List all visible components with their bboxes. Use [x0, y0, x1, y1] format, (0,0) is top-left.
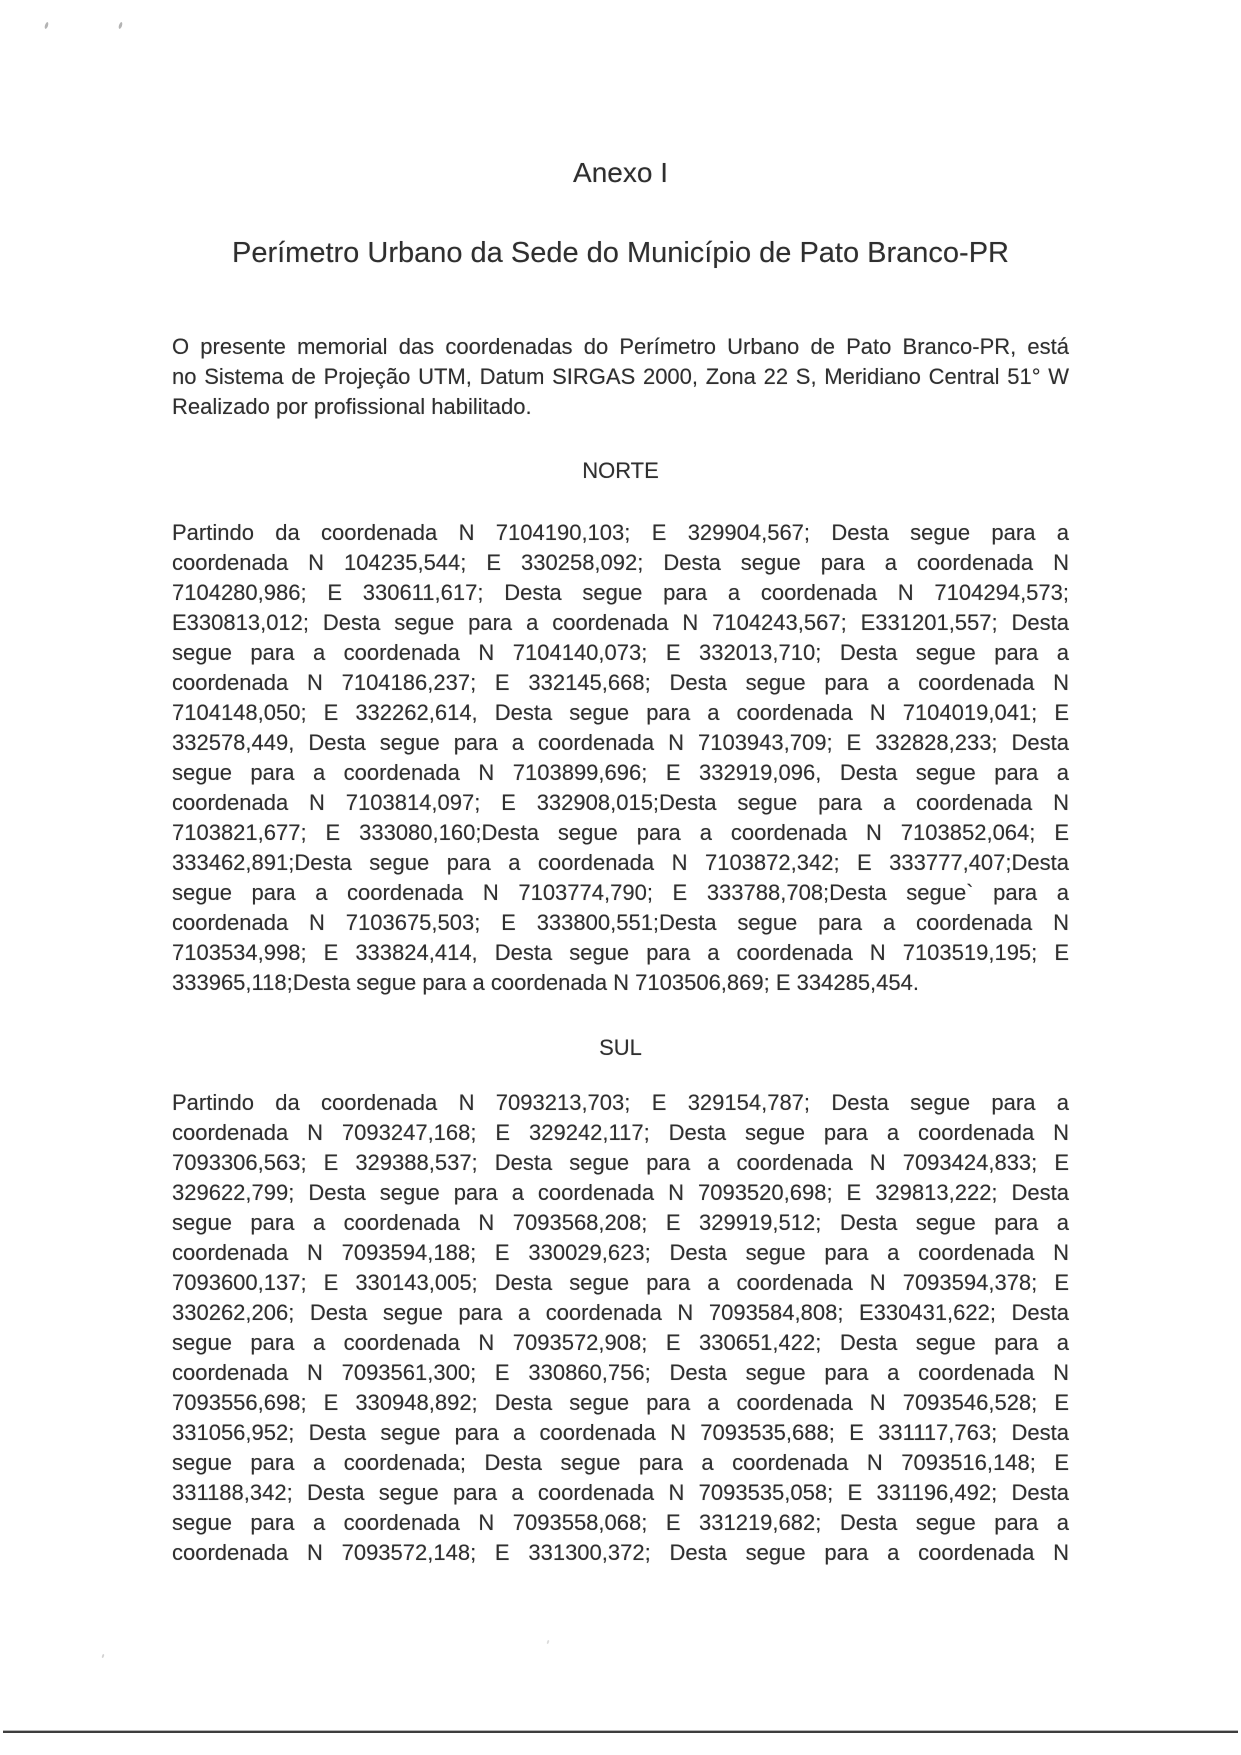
paragraph-line: coordenada N 7093561,300; E 330860,756; Desta segue para a coordenada N: [172, 1360, 1069, 1385]
paragraph-line: 7093600,137; E 330143,005; Desta segue para a coordenada N 7093594,378; E: [172, 1270, 1069, 1295]
paragraph-line: no Sistema de Projeção UTM, Datum SIRGAS 2000, Zona 22 S, Meridiano Central 51° W: [172, 364, 1069, 389]
paragraph-line: segue para a coordenada N 7093572,908; E 330651,422; Desta segue para a: [172, 1330, 1069, 1355]
paragraph-line: coordenada N 7103675,503; E 333800,551;Desta segue para a coordenada N: [172, 910, 1069, 935]
paragraph-line: segue para a coordenada N 7104140,073; E 332013,710; Desta segue para a: [172, 640, 1069, 665]
scan-speck: [546, 1640, 549, 1644]
scan-speck: [118, 22, 123, 30]
paragraph-line: segue para a coordenada N 7103899,696; E 332919,096, Desta segue para a: [172, 760, 1069, 785]
paragraph-line: 333462,891;Desta segue para a coordenada N 7103872,342; E 333777,407;Desta: [172, 850, 1069, 875]
paragraph-line: 333965,118;Desta segue para a coordenada N 7103506,869; E 334285,454.: [172, 970, 919, 995]
paragraph-line: 330262,206; Desta segue para a coordenada N 7093584,808; E330431,622; Desta: [172, 1300, 1069, 1325]
paragraph-line: 332578,449, Desta segue para a coordenada N 7103943,709; E 332828,233; Desta: [172, 730, 1069, 755]
paragraph-line: 7104280,986; E 330611,617; Desta segue para a coordenada N 7104294,573;: [172, 580, 1069, 605]
paragraph-line: 331056,952; Desta segue para a coordenada N 7093535,688; E 331117,763; Desta: [172, 1420, 1069, 1445]
paragraph-line: E330813,012; Desta segue para a coordenada N 7104243,567; E331201,557; Desta: [172, 610, 1069, 635]
paragraph-line: Realizado por profissional habilitado.: [172, 394, 532, 419]
paragraph-line: 7104148,050; E 332262,614, Desta segue para a coordenada N 7104019,041; E: [172, 700, 1069, 725]
paragraph-line: segue para a coordenada N 7093558,068; E 331219,682; Desta segue para a: [172, 1510, 1069, 1535]
sul-paragraph: [172, 1088, 1069, 1568]
paragraph-line: coordenada N 7104186,237; E 332145,668; Desta segue para a coordenada N: [172, 670, 1069, 695]
paragraph-line: O presente memorial das coordenadas do Perímetro Urbano de Pato Branco-PR, está: [172, 334, 1069, 359]
intro-paragraph: [172, 332, 1069, 422]
scan-speck: [44, 22, 49, 30]
paragraph-line: coordenada N 104235,544; E 330258,092; Desta segue para a coordenada N: [172, 550, 1069, 575]
paragraph-line: coordenada N 7093594,188; E 330029,623; Desta segue para a coordenada N: [172, 1240, 1069, 1265]
paragraph-line: segue para a coordenada N 7103774,790; E 333788,708;Desta segue` para a: [172, 880, 1069, 905]
scan-speck: [101, 1654, 104, 1658]
section-heading-norte: NORTE: [582, 458, 659, 483]
paragraph-line: 331188,342; Desta segue para a coordenada N 7093535,058; E 331196,492; Desta: [172, 1480, 1069, 1505]
paragraph-line: coordenada N 7093247,168; E 329242,117; Desta segue para a coordenada N: [172, 1120, 1069, 1145]
paragraph-line: 7093556,698; E 330948,892; Desta segue para a coordenada N 7093546,528; E: [172, 1390, 1069, 1415]
paragraph-line: 7103534,998; E 333824,414, Desta segue para a coordenada N 7103519,195; E: [172, 940, 1069, 965]
section-heading-sul: SUL: [599, 1035, 642, 1060]
annex-heading: Anexo I: [573, 157, 668, 188]
paragraph-line: 7103821,677; E 333080,160;Desta segue para a coordenada N 7103852,064; E: [172, 820, 1069, 845]
paragraph-line: segue para a coordenada N 7093568,208; E 329919,512; Desta segue para a: [172, 1210, 1069, 1235]
paragraph-line: coordenada N 7103814,097; E 332908,015;Desta segue para a coordenada N: [172, 790, 1069, 815]
paragraph-line: segue para a coordenada; Desta segue para a coordenada N 7093516,148; E: [172, 1450, 1069, 1475]
paragraph-line: 329622,799; Desta segue para a coordenada N 7093520,698; E 329813,222; Desta: [172, 1180, 1069, 1205]
document-title: Perímetro Urbano da Sede do Município de Pato Branco-PR: [232, 237, 1009, 269]
page-bottom-rule: [3, 1730, 1238, 1733]
paragraph-line: coordenada N 7093572,148; E 331300,372; Desta segue para a coordenada N: [172, 1540, 1069, 1565]
paragraph-line: Partindo da coordenada N 7093213,703; E 329154,787; Desta segue para a: [172, 1090, 1069, 1115]
paragraph-line: 7093306,563; E 329388,537; Desta segue para a coordenada N 7093424,833; E: [172, 1150, 1069, 1175]
paragraph-line: Partindo da coordenada N 7104190,103; E 329904,567; Desta segue para a: [172, 520, 1069, 545]
norte-paragraph: [172, 518, 1069, 998]
